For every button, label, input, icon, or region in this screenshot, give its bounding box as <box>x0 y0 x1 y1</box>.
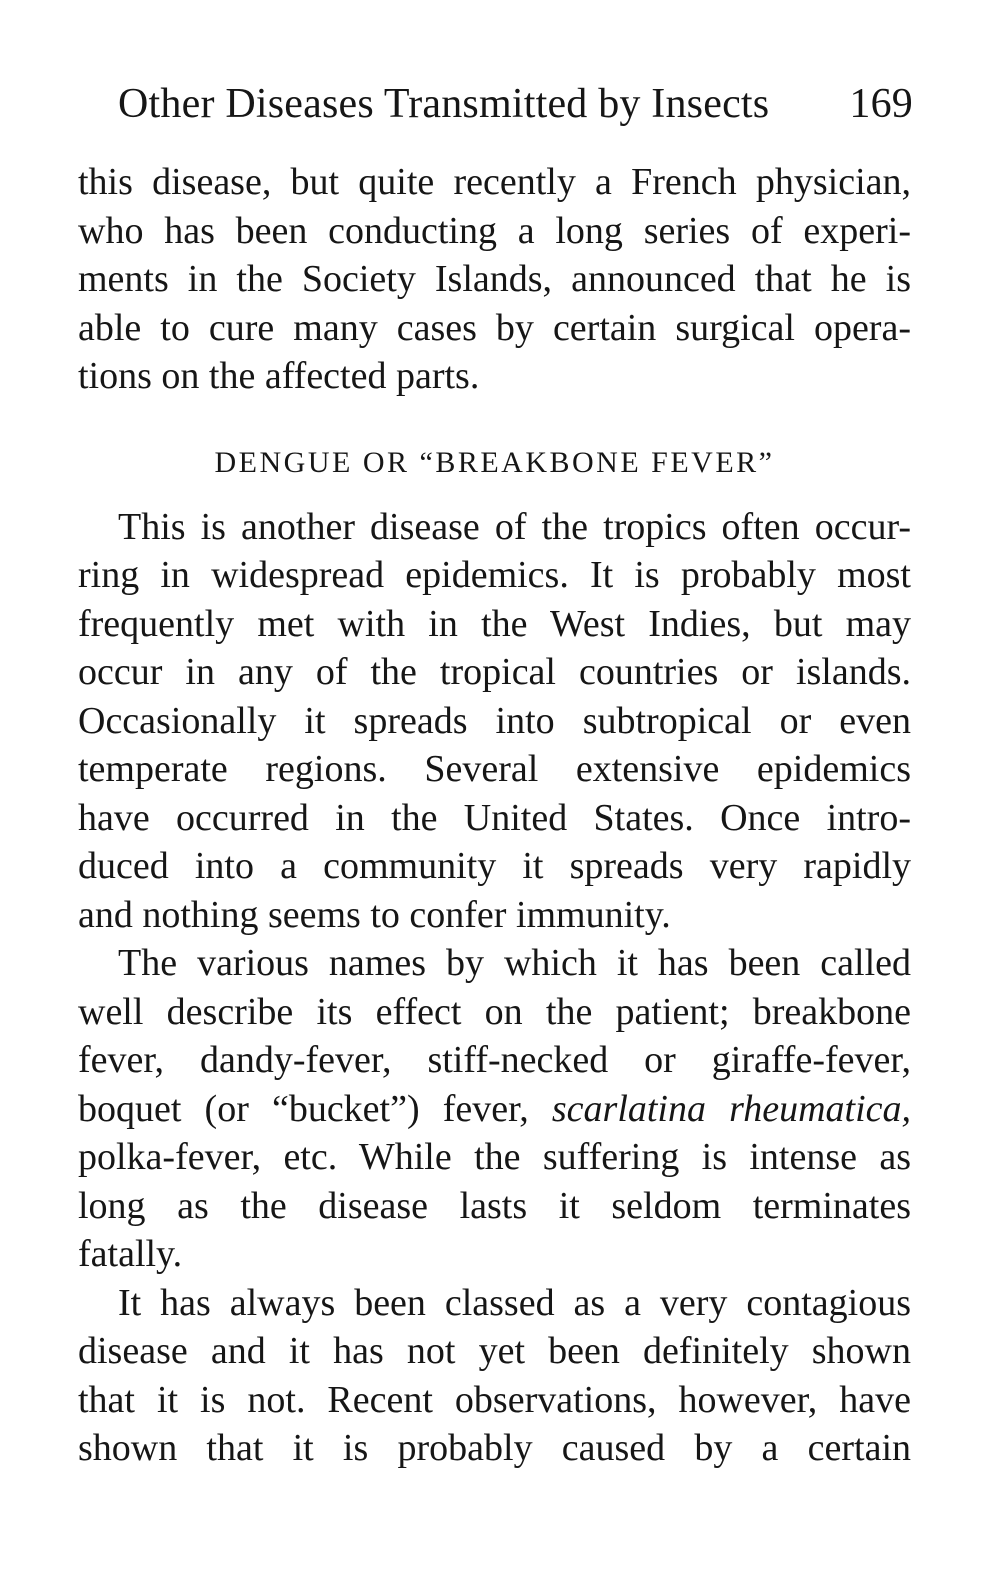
text-line: ments in the Society Islands, announced that he is <box>78 258 911 300</box>
text-line: have occurred in the United States. Once intro- <box>78 796 911 839</box>
text-line: fever, dandy-fever, stiff-necked or giraffe-fever, <box>78 1039 911 1081</box>
text-line: frequently met with in the West Indies, but may <box>78 602 911 645</box>
text-line: polka-fever, etc. While the suffering is intense as <box>78 1136 911 1178</box>
text-line: shown that it is probably caused by a certain <box>78 1427 911 1469</box>
page-number: 169 <box>849 81 913 127</box>
text-line: disease and it has not yet been definitely shown <box>78 1330 911 1372</box>
section-heading: DENGUE OR “BREAKBONE FEVER” <box>214 445 775 479</box>
text-line: that it is not. Recent observations, however, have <box>78 1378 911 1421</box>
text-line: tions on the affected parts. <box>78 355 480 397</box>
text-line: occur in any of the tropical countries or islands. <box>78 651 911 693</box>
paragraph-continued <box>78 158 911 401</box>
paragraph-names <box>78 939 911 1279</box>
chapter-title: Other Diseases Transmitted by Insects <box>118 81 770 127</box>
paragraph-contagion <box>78 1279 911 1473</box>
text-line: The various names by which it has been called <box>118 942 911 984</box>
running-head <box>118 74 913 134</box>
text-line: long as the disease lasts it seldom terminates <box>78 1184 911 1227</box>
text-line: able to cure many cases by certain surgical opera- <box>78 306 911 349</box>
text-line: temperate regions. Several extensive epidemics <box>78 748 911 790</box>
text-line: and nothing seems to confer immunity. <box>78 893 671 936</box>
text-line: fatally. <box>78 1233 183 1275</box>
text-line: This is another disease of the tropics often occur- <box>118 505 911 548</box>
italic-term: scarlatina rheumatica, <box>551 1087 911 1130</box>
text-line: ring in widespread epidemics. It is probably most <box>78 554 911 596</box>
text-line <box>78 1085 911 1134</box>
text-line: duced into a community it spreads very rapidly <box>78 845 911 887</box>
text-fragment: boquet (or “bucket”) fever, <box>78 1087 552 1130</box>
text-line: this disease, but quite recently a French physician, <box>78 161 911 203</box>
text-line: It has always been classed as a very contagious <box>118 1281 911 1324</box>
paragraph-dengue-intro <box>78 503 911 940</box>
text-line: well describe its effect on the patient; breakbone <box>78 990 911 1033</box>
body-text <box>78 158 911 1473</box>
text-line: who has been conducting a long series of experi- <box>78 209 911 252</box>
text-line: Occasionally it spreads into subtropical or even <box>78 699 911 742</box>
